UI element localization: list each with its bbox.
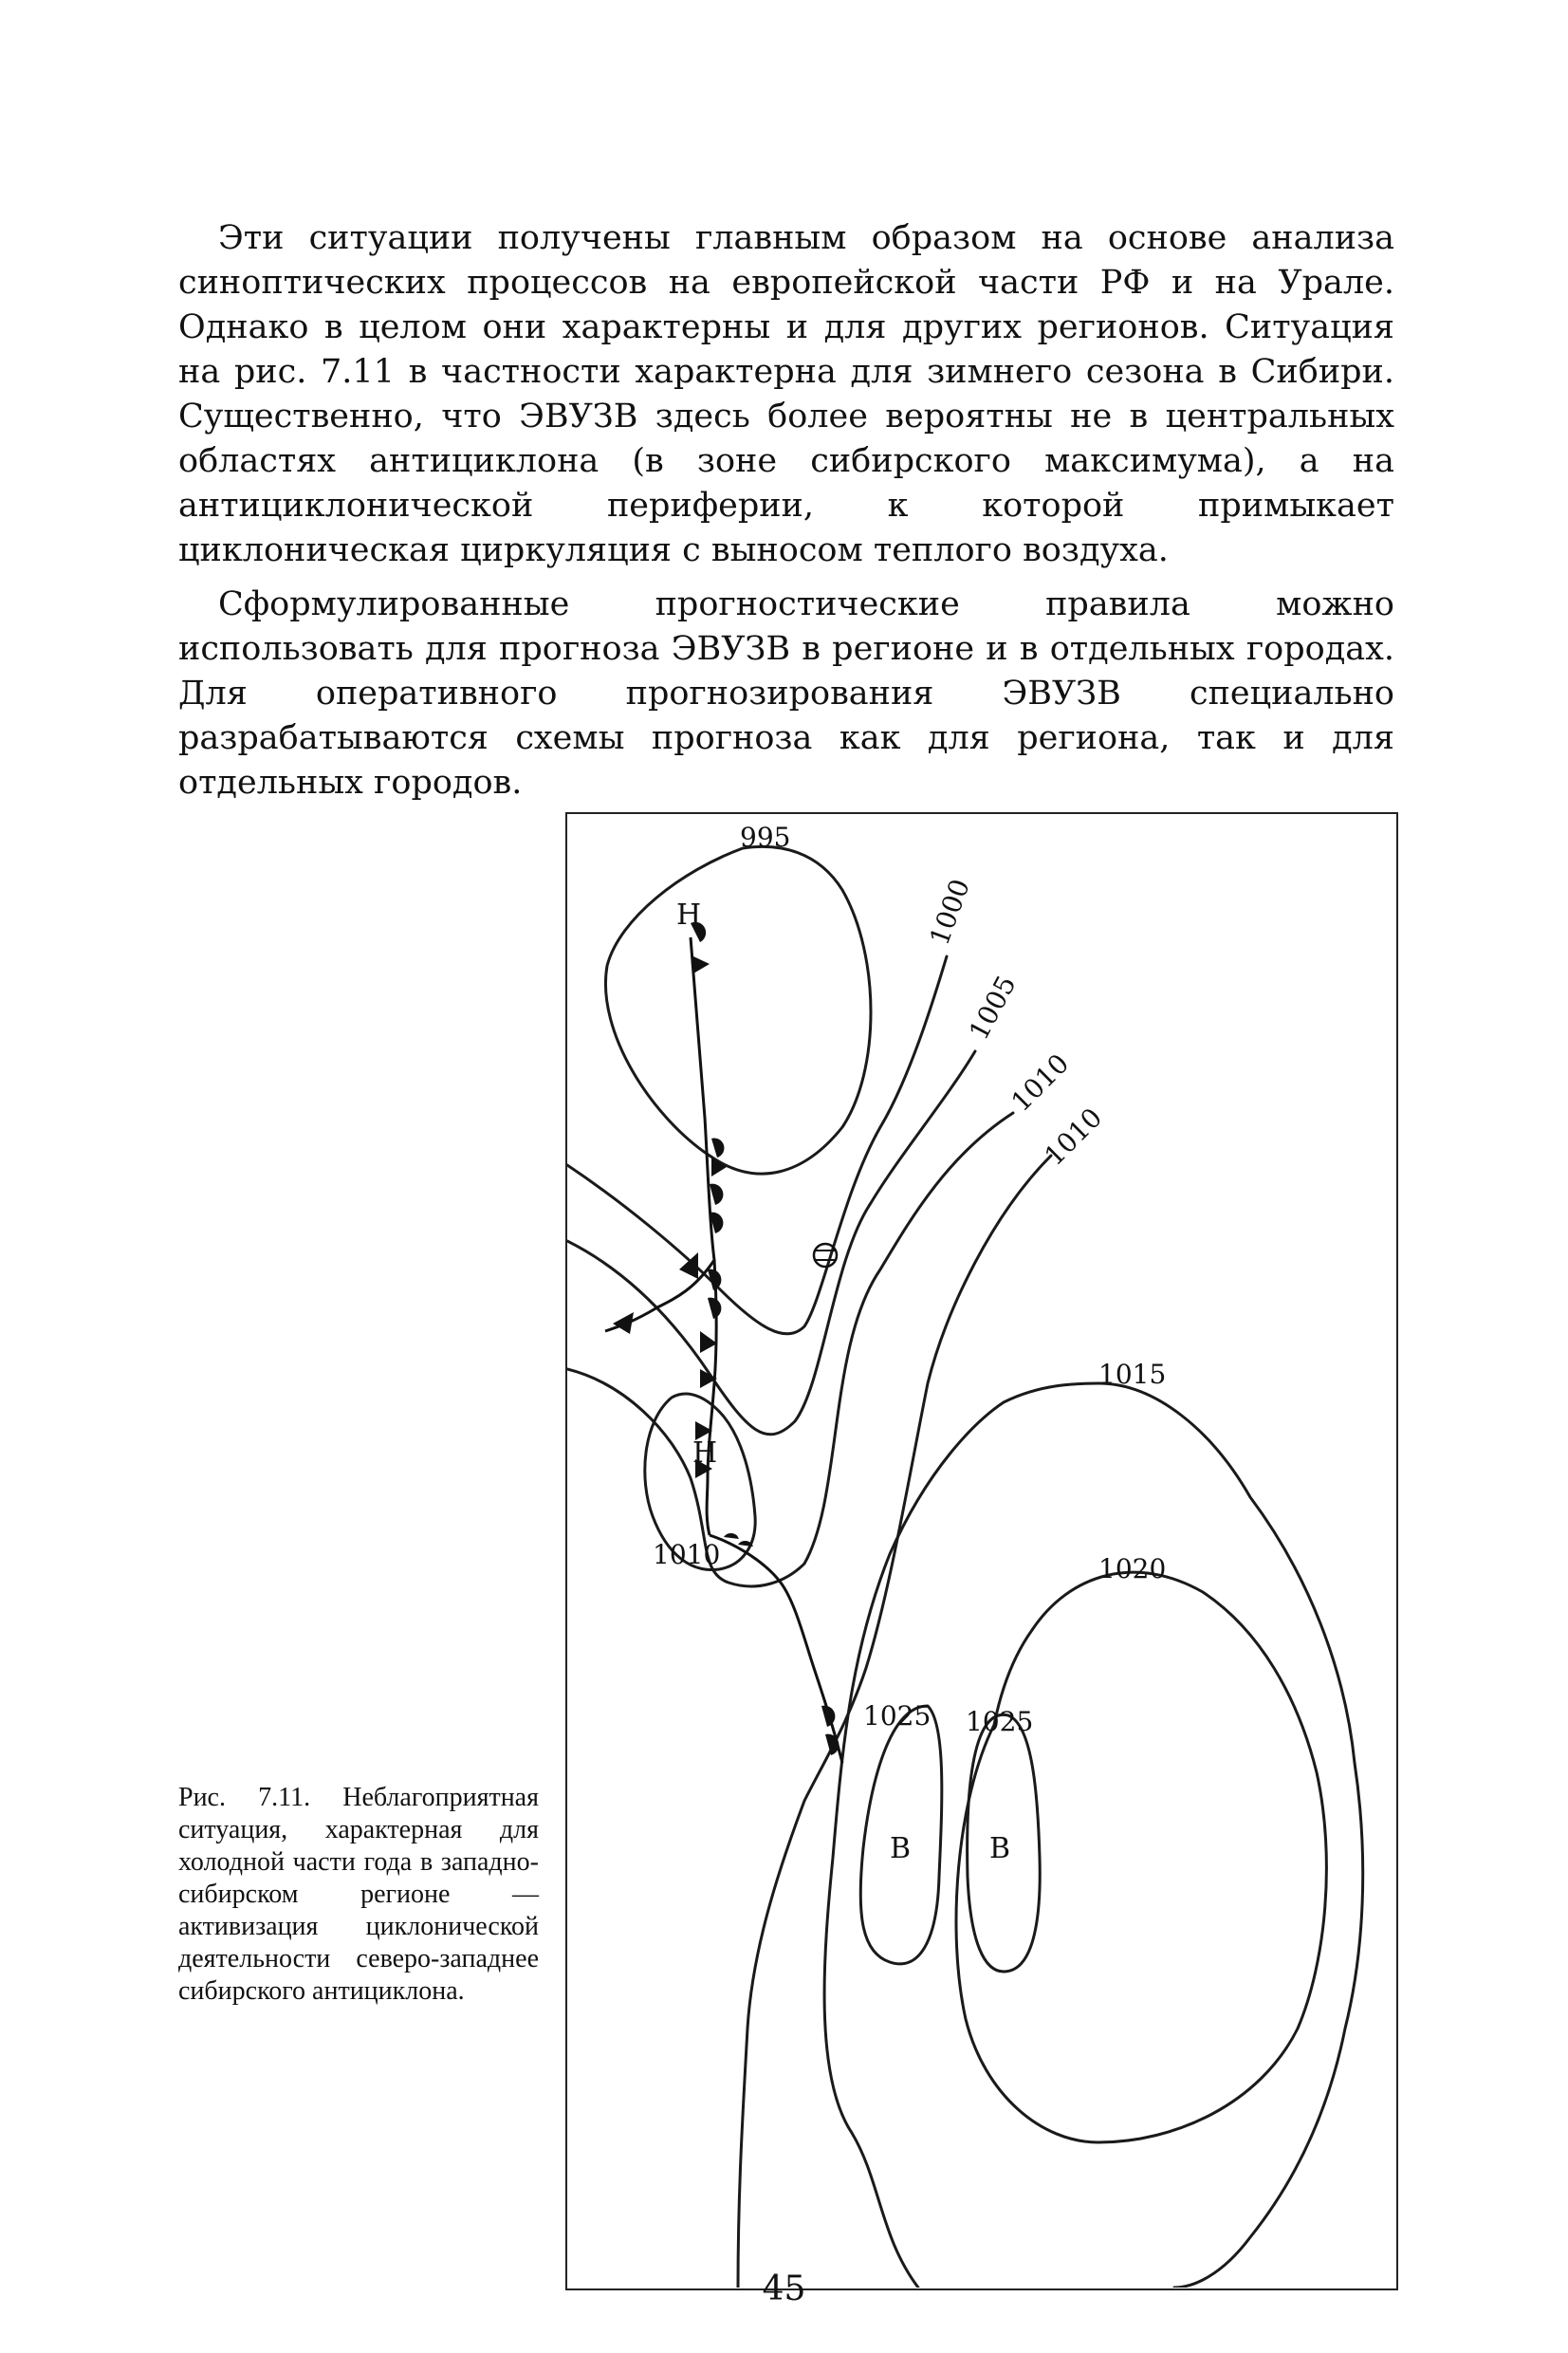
page-number-container: [0, 2270, 1568, 2317]
warm-front-cross-symbol: [814, 1244, 837, 1267]
body-text: [178, 216, 1394, 815]
cold-front-marker: [613, 1312, 634, 1334]
synoptic-map-figure: [565, 812, 1398, 2290]
warm-front-south: [710, 1535, 842, 1763]
isobar-995: [605, 846, 871, 1174]
page-number: 45: [762, 2270, 806, 2308]
low-pressure-center-north: Н: [676, 899, 702, 932]
label-1010-b: 1010: [1038, 1102, 1109, 1172]
high-pressure-center-left: В: [890, 1832, 912, 1865]
high-pressure-center-right: В: [989, 1832, 1011, 1865]
warm-front-marker: [711, 1139, 724, 1158]
label-1000: 1000: [923, 875, 976, 950]
label-1020: 1020: [1098, 1553, 1167, 1584]
label-1010-a: 1010: [1005, 1047, 1076, 1118]
label-1025-right: 1025: [966, 1706, 1034, 1737]
label-1005: 1005: [963, 970, 1023, 1046]
isobar-1005: [567, 1051, 975, 1435]
warm-front-marker: [710, 1184, 723, 1205]
low-pressure-center-south: Н: [692, 1436, 718, 1470]
label-1010-southern: 1010: [653, 1539, 721, 1570]
cold-front-marker: [700, 1331, 717, 1353]
label-1015: 1015: [1098, 1359, 1167, 1390]
isobar-1010-upper: [567, 1113, 1013, 1586]
synoptic-map: [567, 814, 1395, 2288]
cold-front-marker: [679, 1252, 698, 1279]
warm-front-marker: [708, 1298, 721, 1319]
warm-front-marker: [821, 1706, 835, 1727]
label-995: 995: [740, 822, 791, 853]
front-symbols: [613, 922, 839, 1755]
isobar-1020: [956, 1572, 1326, 2142]
paragraph-1: Эти ситуации получены главным образом на основе анализа синоптических процессов на европейской части РФ и на Урале. Однако в целом они характерны и для других регионов. Ситуация на рис. 7.11 в частности характерна для зимнего сезона в Сибири. Существенно, что ЭВУЗВ здесь более вероятны не в центральных областях антициклона (в зоне сибирского максимума), а на антициклонической периферии, к которой примыкает циклоническая циркуляция с выносом теплого воздуха.: [178, 219, 1394, 569]
warm-front-marker: [724, 1533, 739, 1539]
cold-front-marker: [693, 956, 710, 973]
figure-caption: Рис. 7.11. Неблагоприятная ситуация, характерная для холодной части года в западно-сибирском регионе — активизация циклонической деятельности северо-западнее сибирского антициклона.: [178, 1783, 539, 2006]
paragraph-2: Сформулированные прогностические правила можно использовать для прогноза ЭВУЗВ в регионе и в отдельных городах. Для оперативного прогнозирования ЭВУЗВ специально разрабатываются схемы прогноза как для региона, так и для отдельных городов.: [178, 585, 1394, 802]
label-1025-left: 1025: [863, 1700, 932, 1732]
